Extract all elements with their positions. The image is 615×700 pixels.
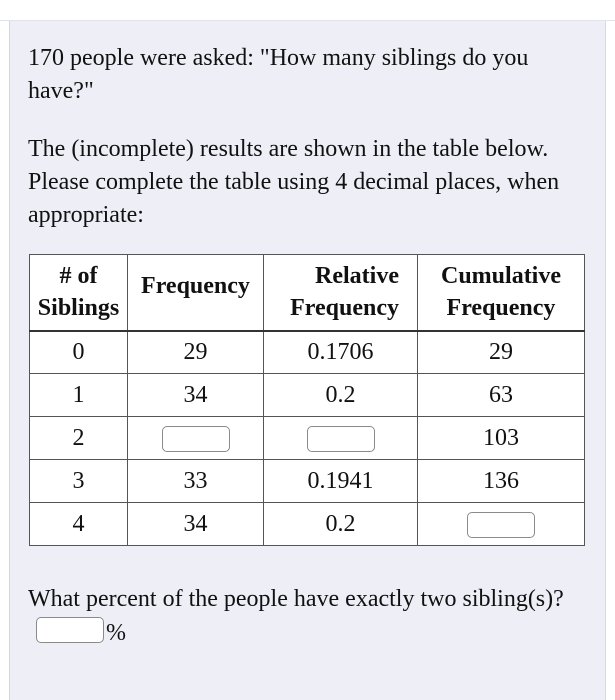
cell-siblings: 1: [30, 374, 128, 417]
question-intro: 170 people were asked: "How many siblings do you have?": [28, 45, 529, 104]
percent-answer-input[interactable]: [36, 617, 104, 643]
header-frequency: Frequency: [128, 255, 264, 331]
table-row: [30, 503, 585, 546]
cell-relative-frequency: [264, 417, 418, 460]
relative-frequency-answer-input[interactable]: [307, 426, 375, 452]
cumulative-frequency-answer-input[interactable]: [467, 512, 535, 538]
cell-cumulative-frequency: 136: [418, 460, 585, 503]
header-cumulative-frequency: Cumulative Frequency: [418, 255, 585, 331]
cell-siblings: 2: [30, 417, 128, 460]
cell-frequency: 34: [128, 374, 264, 417]
percent-sign: %: [106, 620, 126, 646]
cell-relative-frequency: 0.1706: [264, 331, 418, 374]
cell-frequency: [128, 417, 264, 460]
cell-cumulative-frequency: 103: [418, 417, 585, 460]
cell-cumulative-frequency: 63: [418, 374, 585, 417]
cell-relative-frequency: 0.2: [264, 503, 418, 546]
cell-siblings: 0: [30, 331, 128, 374]
final-question-text: What percent of the people have exactly two sibling(s)?: [28, 586, 564, 612]
cell-frequency: 34: [128, 503, 264, 546]
final-question: [28, 582, 568, 650]
cell-relative-frequency: 0.1941: [264, 460, 418, 503]
table-row: [30, 417, 585, 460]
cell-siblings: 3: [30, 460, 128, 503]
top-bar: [0, 0, 615, 21]
cell-cumulative-frequency: [418, 503, 585, 546]
frequency-answer-input[interactable]: [162, 426, 230, 452]
cell-frequency: 29: [128, 331, 264, 374]
cell-siblings: 4: [30, 503, 128, 546]
table-row: [30, 374, 585, 417]
instructions-text: The (incomplete) results are shown in the table below. Please complete the table using 4 decimal places, when appropriate:: [28, 136, 560, 228]
cell-cumulative-frequency: 29: [418, 331, 585, 374]
header-siblings: # of Siblings: [30, 255, 128, 331]
frequency-table: [29, 254, 585, 546]
table-row: [30, 460, 585, 503]
table-row: [30, 331, 585, 374]
cell-frequency: 33: [128, 460, 264, 503]
table-header-row: [30, 255, 585, 331]
cell-relative-frequency: 0.2: [264, 374, 418, 417]
header-relative-frequency: Relative Frequency: [264, 255, 418, 331]
